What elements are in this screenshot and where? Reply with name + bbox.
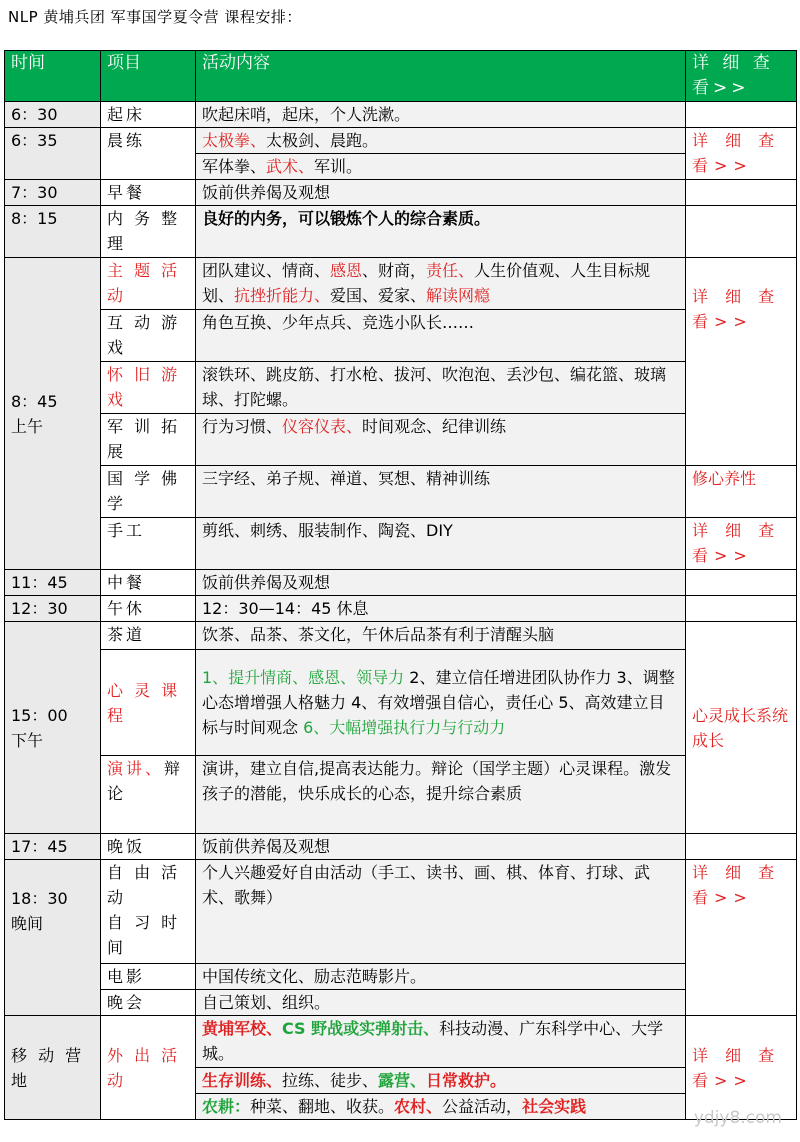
table-row xyxy=(5,362,797,414)
content-cell: 个人兴趣爱好自由活动（手工、读书、画、棋、体育、打球、武术、歌舞） xyxy=(196,860,686,964)
content-highlight: 生存训练、 xyxy=(202,1071,283,1090)
table-row xyxy=(5,466,797,518)
time-cell xyxy=(5,860,101,1016)
detail-link[interactable]: 详 细 查看>> xyxy=(686,1016,797,1120)
content-text: 行为习惯、 xyxy=(202,417,283,436)
content-cell xyxy=(196,1094,686,1120)
content-text: 2、建立信任增进团队协作力 3、调整心态增增强人格魅力 4、有效增强自信心，责任心 5、高效建立目标与时间观念 xyxy=(202,668,675,737)
table-row xyxy=(5,128,797,154)
time-text: 8：45 xyxy=(11,391,58,411)
period-label: 晚间 xyxy=(11,914,44,933)
content-text: 、财商， xyxy=(362,261,427,280)
content-text: 爱国、爱家、 xyxy=(330,286,427,305)
item-cell: 电影 xyxy=(101,964,196,990)
content-text: 太极剑、晨跑。 xyxy=(266,131,379,150)
table-row xyxy=(5,834,797,860)
item-cell: 午休 xyxy=(101,596,196,622)
table-row xyxy=(5,1016,797,1068)
time-cell xyxy=(5,622,101,834)
table-row xyxy=(5,570,797,596)
item-cell: 怀 旧 游戏 xyxy=(101,362,196,414)
content-highlight: 解读网瘾 xyxy=(426,286,491,305)
table-row xyxy=(5,518,797,570)
content-text: 科技动漫、广东科学中心、大学城。 xyxy=(202,1019,664,1063)
content-highlight: 农村、 xyxy=(394,1097,443,1116)
table-row xyxy=(5,414,797,466)
table-row xyxy=(5,650,797,756)
content-cell: 饭前供养偈及观想 xyxy=(196,570,686,596)
content-cell: 角色互换、少年点兵、竞选小队长…… xyxy=(196,310,686,362)
content-highlight: 社会实践 xyxy=(522,1097,587,1116)
content-text: 时间观念、纪律训练 xyxy=(362,417,507,436)
item-cell: 早餐 xyxy=(101,180,196,206)
header-row xyxy=(5,51,797,102)
time-cell: 6：35 xyxy=(5,128,101,180)
content-cell: 饭前供养偈及观想 xyxy=(196,834,686,860)
detail-cell xyxy=(686,180,797,206)
content-highlight: 露营、 xyxy=(378,1071,427,1090)
content-cell xyxy=(196,128,686,154)
time-cell: 移 动 营地 xyxy=(5,1016,101,1120)
time-cell: 12：30 xyxy=(5,596,101,622)
item-text: 自 由 活动 xyxy=(107,863,181,907)
item-cell: 手工 xyxy=(101,518,196,570)
item-cell: 内 务 整理 xyxy=(101,206,196,258)
time-text: 18：30 xyxy=(11,889,68,908)
table-row xyxy=(5,310,797,362)
content-highlight: 仪容仪表、 xyxy=(282,417,363,436)
content-highlight: 太极拳、 xyxy=(202,131,267,150)
table-row xyxy=(5,756,797,834)
item-cell xyxy=(101,860,196,964)
detail-cell xyxy=(686,834,797,860)
header-item: 项目 xyxy=(101,51,196,102)
time-cell: 17：45 xyxy=(5,834,101,860)
period-label: 下午 xyxy=(11,730,44,750)
table-row xyxy=(5,990,797,1016)
header-time: 时间 xyxy=(5,51,101,102)
content-text: 军训。 xyxy=(314,157,363,176)
detail-cell xyxy=(686,102,797,128)
time-cell xyxy=(5,258,101,570)
content-highlight: 日常救护。 xyxy=(426,1071,507,1090)
page-title: NLP 黄埔兵团 军事国学夏令营 课程安排： xyxy=(8,8,302,26)
table-row xyxy=(5,206,797,258)
content-cell: 饭前供养偈及观想 xyxy=(196,180,686,206)
content-text: 团队建议、情商、 xyxy=(202,261,331,280)
content-cell: 良好的内务，可以锻炼个人的综合素质。 xyxy=(196,206,686,258)
table-row xyxy=(5,180,797,206)
content-cell: 12：30—14：45 休息 xyxy=(196,596,686,622)
content-cell: 三字经、弟子规、禅道、冥想、精神训练 xyxy=(196,466,686,518)
content-cell: 吹起床哨，起床，个人洗漱。 xyxy=(196,102,686,128)
content-highlight: 黄埔军校、 xyxy=(202,1019,283,1038)
content-cell xyxy=(196,650,686,756)
content-cell: 滚铁环、跳皮筋、打水枪、拔河、吹泡泡、丢沙包、编花篮、玻璃球、打陀螺。 xyxy=(196,362,686,414)
item-cell: 晚饭 xyxy=(101,834,196,860)
detail-cell xyxy=(686,596,797,622)
table-row xyxy=(5,964,797,990)
item-cell: 晚会 xyxy=(101,990,196,1016)
watermark: ydjy8.com xyxy=(693,1108,782,1128)
time-cell: 8：15 xyxy=(5,206,101,258)
item-cell: 军 训 拓展 xyxy=(101,414,196,466)
content-highlight: 武术、 xyxy=(266,157,315,176)
table-row xyxy=(5,860,797,964)
table-row xyxy=(5,596,797,622)
content-text: 军体拳、 xyxy=(202,157,267,176)
item-cell: 外 出 活动 xyxy=(101,1016,196,1120)
content-text: 人生价值观、人生目标规划、 xyxy=(202,261,651,305)
period-label: 上午 xyxy=(11,416,44,436)
item-cell: 茶道 xyxy=(101,622,196,650)
content-highlight: 感恩 xyxy=(330,261,363,280)
item-cell: 互 动 游戏 xyxy=(101,310,196,362)
item-text: 自 习 时间 xyxy=(107,913,181,957)
content-highlight: CS 野战或实弹射击、 xyxy=(282,1019,440,1038)
content-text: 公益活动， xyxy=(442,1097,523,1116)
header-detail[interactable]: 详 细 查看>> xyxy=(686,51,797,102)
detail-link[interactable]: 详 细 查看>> xyxy=(686,518,797,570)
content-cell: 剪纸、刺绣、服装制作、陶瓷、DIY xyxy=(196,518,686,570)
content-cell xyxy=(196,414,686,466)
detail-link[interactable]: 详 细 查看>> xyxy=(686,128,797,180)
content-cell: 演讲，建立自信,提高表达能力。辩论（国学主题）心灵课程。激发孩子的潜能，快乐成长的心态，提升综合素质 xyxy=(196,756,686,834)
detail-label: 心灵成长系统成长 xyxy=(686,622,797,834)
content-cell xyxy=(196,1016,686,1068)
table-row xyxy=(5,102,797,128)
content-cell xyxy=(196,1068,686,1094)
item-cell xyxy=(101,756,196,834)
content-cell: 饮茶、品茶、茶文化，午休后品茶有利于清醒头脑 xyxy=(196,622,686,650)
content-highlight: 抗挫折能力、 xyxy=(234,286,331,305)
item-cell: 心 灵 课程 xyxy=(101,650,196,756)
header-content: 活动内容 xyxy=(196,51,686,102)
schedule-table xyxy=(4,50,797,1120)
detail-link[interactable]: 详 细 查看>> xyxy=(686,860,797,1016)
item-cell: 起床 xyxy=(101,102,196,128)
content-text: 拉练、徒步、 xyxy=(282,1071,379,1090)
content-highlight: 责任、 xyxy=(426,261,475,280)
detail-label: 修心养性 xyxy=(686,466,797,518)
detail-cell xyxy=(686,206,797,258)
time-cell: 7：30 xyxy=(5,180,101,206)
table-row xyxy=(5,622,797,650)
detail-link[interactable]: 详 细 查看>> xyxy=(686,258,797,466)
item-cell: 主 题 活动 xyxy=(101,258,196,310)
item-cell: 晨练 xyxy=(101,128,196,180)
detail-cell xyxy=(686,570,797,596)
content-cell xyxy=(196,154,686,180)
content-highlight: 1、提升情商、感恩、领导力 xyxy=(202,668,405,687)
content-cell: 自己策划、组织。 xyxy=(196,990,686,1016)
item-highlight: 演讲、 xyxy=(107,759,165,778)
content-highlight: 6、大幅增强执行力与行动力 xyxy=(303,718,506,737)
content-cell: 中国传统文化、励志范畴影片。 xyxy=(196,964,686,990)
time-cell: 6：30 xyxy=(5,102,101,128)
time-text: 15：00 xyxy=(11,705,68,725)
item-cell: 中餐 xyxy=(101,570,196,596)
table-row xyxy=(5,258,797,310)
item-text: 辩论 xyxy=(107,759,184,803)
content-cell xyxy=(196,258,686,310)
content-text: 种菜、翻地、收获。 xyxy=(250,1097,395,1116)
item-cell: 国 学 佛学 xyxy=(101,466,196,518)
time-cell: 11：45 xyxy=(5,570,101,596)
content-highlight: 农耕： xyxy=(202,1097,251,1116)
